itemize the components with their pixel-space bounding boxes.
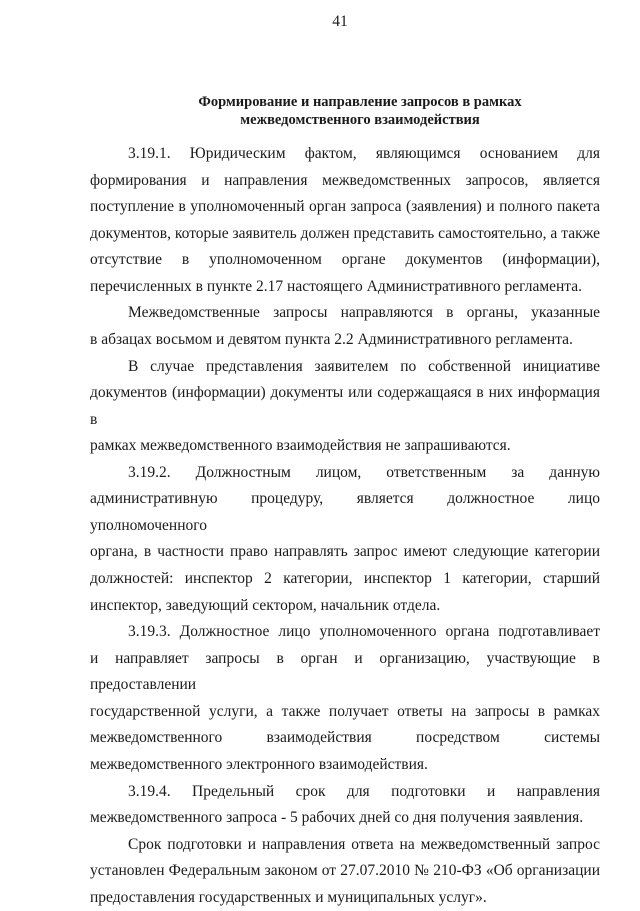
- paragraph-line: инспектор, заведующий сектором, начальник отдела.: [90, 596, 441, 614]
- paragraph-line: отсутствие в уполномоченном органе документов (информации),: [90, 251, 600, 269]
- paragraph-line: Срок подготовки и направления ответа на межведомственный запрос: [128, 835, 600, 853]
- paragraph-line: В случае представления заявителем по собственной инициативе: [128, 357, 600, 375]
- paragraph-line: перечисленных в пункте 2.17 настоящего Административного регламента.: [90, 277, 583, 295]
- paragraph-line: межведомственного запроса - 5 рабочих дней со дня получения заявления.: [90, 809, 584, 827]
- paragraph-line: должностей: инспектор 2 категории, инспектор 1 категории, старший: [90, 570, 600, 587]
- paragraph-line: установлен Федеральным законом от 27.07.2010 № 210-ФЗ «Об организации: [90, 862, 600, 880]
- paragraph: [90, 779, 600, 832]
- paragraph-line: государственной услуги, а также получает ответы на запросы в рамках: [90, 702, 600, 720]
- paragraph: [90, 832, 600, 911]
- paragraph-line: 3.19.2. Должностным лицом, ответственным за данную: [128, 463, 600, 481]
- paragraph-line: поступление в уполномоченный орган запроса (заявления) и полного пакета: [90, 198, 600, 216]
- document-body: [90, 141, 600, 911]
- paragraph-line: 3.19.3. Должностное лицо уполномоченного органа подготавливает: [128, 623, 600, 641]
- paragraph-line: и направляет запросы в орган и организацию, участвующие в предоставлении: [90, 649, 600, 694]
- paragraph-line: формирования и направления межведомственных запросов, является: [90, 171, 600, 189]
- paragraph-line: документов, которые заявитель должен представить самостоятельно, а также: [90, 224, 600, 242]
- paragraph-line: 3.19.1. Юридическим фактом, являющимся основанием для: [128, 145, 600, 162]
- paragraph-line: предоставления государственных и муниципальных услуг».: [90, 888, 487, 906]
- paragraph: [90, 460, 600, 619]
- paragraph-line: Межведомственные запросы направляются в органы, указанные: [128, 304, 600, 322]
- paragraph-line: административную процедуру, является должностное лицо уполномоченного: [90, 490, 600, 534]
- paragraph: [90, 619, 600, 778]
- paragraph-line: 3.19.4. Предельный срок для подготовки и направления: [128, 782, 600, 800]
- section-title-line: Формирование и направление запросов в рамках: [198, 94, 522, 110]
- page-number: 41: [332, 13, 348, 30]
- paragraph: [90, 354, 600, 460]
- paragraph-line: документов (информации) документы или содержащаяся в них информация в: [90, 384, 600, 428]
- paragraph-line: органа, в частности право направлять запрос имеют следующие категории: [90, 543, 600, 561]
- paragraph-line: межведомственного электронного взаимодействия.: [90, 755, 428, 773]
- section-title-line: межведомственного взаимодействия: [240, 112, 480, 128]
- paragraph: [90, 141, 600, 300]
- paragraph-line: в абзацах восьмом и девятом пункта 2.2 Административного регламента.: [90, 330, 573, 348]
- paragraph-line: межведомственного взаимодействия посредством системы: [90, 729, 600, 747]
- paragraph: [90, 300, 600, 353]
- paragraph-line: рамках межведомственного взаимодействия не запрашиваются.: [90, 437, 511, 455]
- section-title: [110, 93, 610, 129]
